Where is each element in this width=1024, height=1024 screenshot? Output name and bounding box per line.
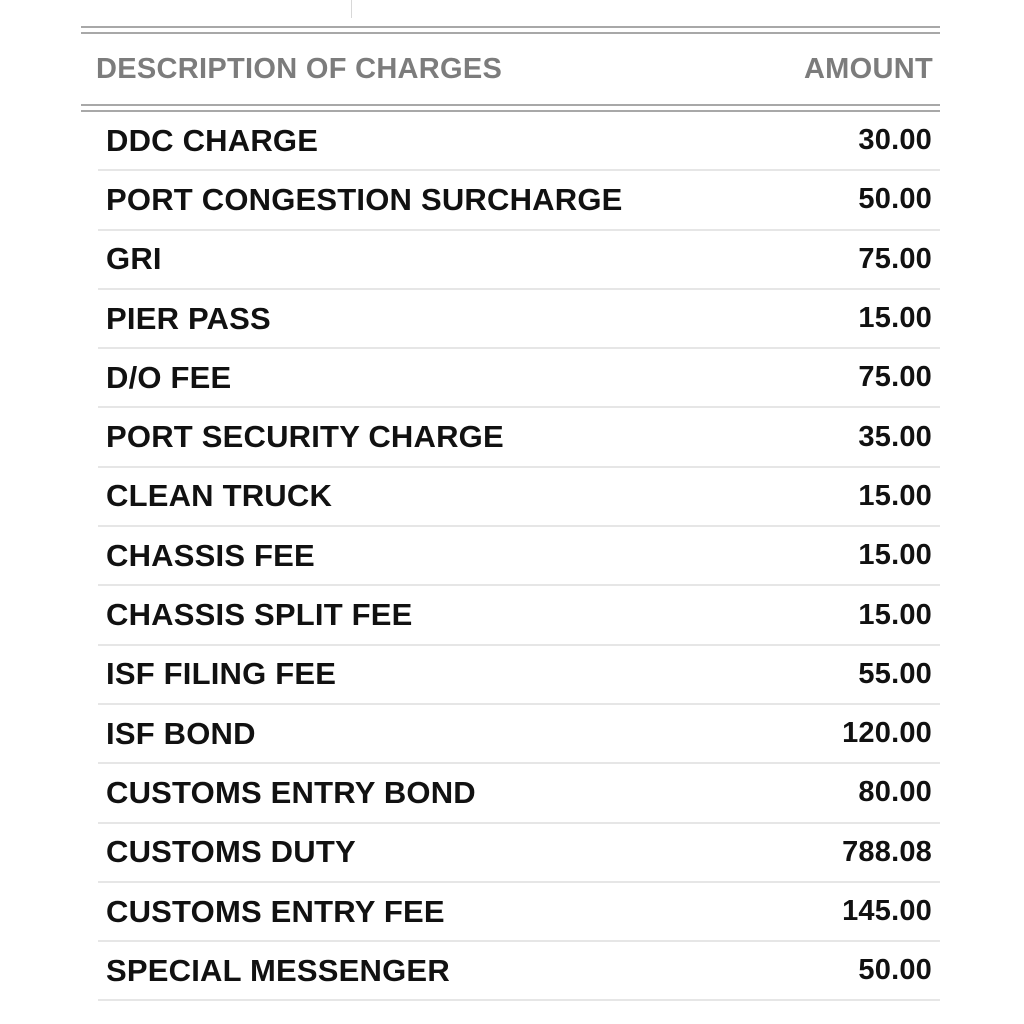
- table-row: [98, 883, 940, 942]
- charge-description: CUSTOMS ENTRY BOND: [106, 774, 476, 810]
- charge-description: PIER PASS: [106, 300, 271, 336]
- table-row: [98, 705, 940, 764]
- column-divider-tick: [351, 0, 352, 18]
- table-row: [98, 408, 940, 467]
- charge-description: PORT SECURITY CHARGE: [106, 419, 504, 455]
- charge-description: CLEAN TRUCK: [106, 478, 333, 514]
- charge-amount: 75.00: [858, 242, 932, 275]
- table-row: [98, 290, 940, 349]
- charge-amount: 55.00: [858, 657, 932, 690]
- charge-description: CUSTOMS ENTRY FEE: [106, 893, 445, 929]
- charge-description: PORT CONGESTION SURCHARGE: [106, 181, 623, 217]
- charge-description: ISF BOND: [106, 715, 256, 751]
- charge-description: D/O FEE: [106, 359, 232, 395]
- table-row: [98, 349, 940, 408]
- charge-amount: 120.00: [842, 717, 932, 750]
- table-row: [98, 586, 940, 645]
- charge-amount: 15.00: [858, 598, 932, 631]
- charge-description: SPECIAL MESSENGER: [106, 952, 450, 988]
- table-top-rule: [81, 26, 940, 34]
- charge-rows: [98, 112, 940, 1001]
- description-column-header: DESCRIPTION OF CHARGES: [96, 52, 503, 85]
- charge-amount: 15.00: [858, 479, 932, 512]
- table-header-rule: [81, 104, 940, 112]
- table-header: [81, 34, 940, 104]
- charge-amount: 50.00: [858, 183, 932, 216]
- charge-description: ISF FILING FEE: [106, 656, 337, 692]
- charge-description: CHASSIS FEE: [106, 537, 315, 573]
- charge-amount: 15.00: [858, 539, 932, 572]
- charge-description: CUSTOMS DUTY: [106, 834, 356, 870]
- table-row: [98, 824, 940, 883]
- charge-description: GRI: [106, 241, 162, 277]
- table-row: [98, 468, 940, 527]
- table-row: [98, 231, 940, 290]
- charge-amount: 145.00: [842, 895, 932, 927]
- table-row: [98, 764, 940, 823]
- charge-description: CHASSIS SPLIT FEE: [106, 597, 413, 633]
- table-row: [98, 527, 940, 586]
- table-row: [98, 646, 940, 705]
- charge-description: DDC CHARGE: [106, 122, 319, 158]
- table-row: [98, 112, 940, 171]
- charge-amount: 75.00: [858, 361, 932, 394]
- amount-column-header: AMOUNT: [803, 52, 933, 85]
- charge-amount: 788.08: [842, 835, 932, 868]
- table-row: [98, 171, 940, 230]
- charge-amount: 15.00: [858, 302, 932, 335]
- charges-table: [81, 26, 940, 1001]
- charge-amount: 80.00: [858, 776, 932, 809]
- charge-amount: 30.00: [858, 124, 932, 157]
- table-row: [98, 942, 940, 1001]
- charge-amount: 35.00: [858, 420, 932, 453]
- charge-amount: 50.00: [858, 954, 932, 987]
